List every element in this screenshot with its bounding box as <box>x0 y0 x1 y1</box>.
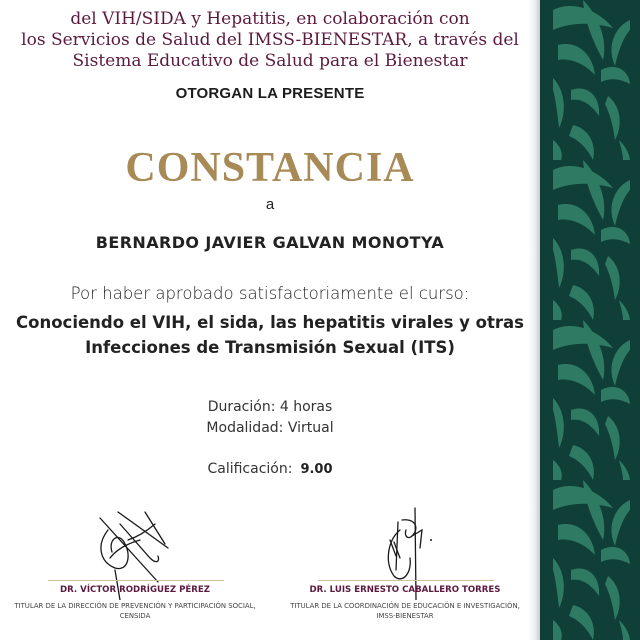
course-name-line: Conociendo el VIH, el sida, las hepatitis virales y otras <box>16 313 524 332</box>
course-name-line: Infecciones de Transmisión Sexual (ITS) <box>85 338 455 357</box>
signatory-name: DR. VÍCTOR RODRÍGUEZ PÉREZ <box>60 585 210 595</box>
course-intro: Por haber aprobado satisfactoriamente el curso: <box>70 284 470 303</box>
signatory-role <box>270 601 540 621</box>
header-line: los Servicios de Salud del IMSS-BIENESTAR, a través del <box>21 30 519 50</box>
header-line: Sistema Educativo de Salud para el Bienestar <box>72 51 468 71</box>
leaf-pattern-icon <box>553 0 630 640</box>
signatory-role-line: CENSIDA <box>119 612 151 620</box>
course-name <box>0 310 540 360</box>
header-line: del VIH/SIDA y Hepatitis, en colaboración con <box>70 9 470 29</box>
page-edge-shadow <box>528 0 540 640</box>
duration: Duración: 4 horas <box>207 399 333 415</box>
preposition: a <box>265 196 275 213</box>
modality: Modalidad: Virtual <box>206 420 334 436</box>
signature-line <box>318 580 494 581</box>
signature-line <box>48 580 224 581</box>
recipient-name: BERNARDO JAVIER GALVAN MONOTYA <box>95 233 445 252</box>
decorative-border-band <box>540 0 640 640</box>
header-line-cut <box>0 0 540 9</box>
signatory-role-line: TITULAR DE LA COORDINACIÓN DE EDUCACIÓN E INVESTIGACIÓN, <box>290 602 520 610</box>
issuing-institutions-header <box>0 0 540 72</box>
signatory-role <box>0 601 270 621</box>
signatory-name: DR. LUIS ERNESTO CABALLERO TORRES <box>309 585 501 595</box>
grade-label: Calificación: <box>207 461 293 477</box>
grade <box>0 461 540 477</box>
signature-block-right <box>270 500 540 640</box>
course-details <box>0 397 540 439</box>
signature-block-left <box>0 500 270 640</box>
grant-line: OTORGAN LA PRESENTE <box>175 85 365 102</box>
document-title: CONSTANCIA <box>125 145 415 191</box>
signatory-role-line: IMSS-BIENESTAR <box>376 612 434 620</box>
signatory-role-line: TITULAR DE LA DIRECCIÓN DE PREVENCIÓN Y PARTICIPACIÓN SOCIAL, <box>14 602 256 610</box>
grade-value: 9.00 <box>300 462 333 477</box>
